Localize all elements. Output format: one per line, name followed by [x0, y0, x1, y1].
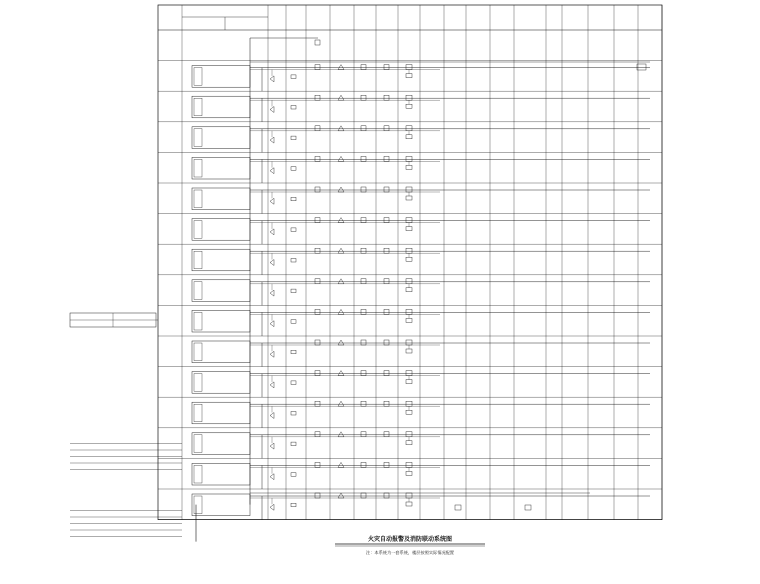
smoke-detector-icon [315, 340, 320, 345]
horn-strobe-icon [384, 340, 389, 345]
speaker-icon [270, 413, 274, 419]
speaker-icon [270, 198, 274, 204]
elevator-module-icon [637, 64, 646, 70]
diagram-title: 火灾自动报警及消防联动系统图 [367, 536, 453, 543]
fire-damper-icon [406, 135, 412, 139]
table-grid [158, 5, 662, 520]
fire-damper-icon [406, 318, 412, 322]
fire-damper-icon [406, 288, 412, 292]
phone-icon [291, 259, 296, 263]
phone-icon [291, 320, 296, 324]
module-icon [406, 462, 412, 467]
junction-box [192, 66, 250, 88]
smoke-detector-icon [315, 126, 320, 131]
horn-strobe-icon [384, 126, 389, 131]
horn-strobe-icon [384, 371, 389, 376]
fire-damper-icon [406, 441, 412, 445]
smoke-detector-icon [315, 187, 320, 192]
phone-icon [291, 412, 296, 416]
module-icon [406, 432, 412, 437]
hydrant-button-icon [361, 187, 366, 192]
manual-alarm-icon [338, 126, 344, 131]
panel-icon [194, 98, 202, 116]
module-icon [406, 126, 412, 131]
panel-icon [194, 465, 202, 483]
speaker-icon [270, 382, 274, 388]
panel-icon [194, 312, 202, 330]
module-icon [406, 279, 412, 284]
speaker-icon [270, 321, 274, 327]
smoke-detector-icon [315, 432, 320, 437]
phone-icon [291, 228, 296, 232]
smoke-detector-icon [315, 309, 320, 314]
hydrant-button-icon [361, 279, 366, 284]
junction-box [192, 157, 250, 179]
phone-icon [291, 381, 296, 385]
smoke-detector-icon [315, 65, 320, 70]
junction-box [192, 310, 250, 332]
fire-damper-icon [406, 410, 412, 414]
junction-box [192, 280, 250, 302]
hydrant-button-icon [361, 309, 366, 314]
module-icon [406, 371, 412, 376]
horn-strobe-icon [384, 462, 389, 467]
phone-icon [291, 197, 296, 201]
hydrant-button-icon [361, 462, 366, 467]
horn-strobe-icon [384, 156, 389, 161]
panel-icon [194, 129, 202, 147]
hydrant-button-icon [361, 432, 366, 437]
horn-strobe-icon [384, 95, 389, 100]
speaker-icon [270, 107, 274, 113]
manual-alarm-icon [338, 218, 344, 223]
junction-box [192, 249, 250, 271]
hydrant-button-icon [361, 340, 366, 345]
smoke-detector-icon [315, 279, 320, 284]
panel-icon [194, 496, 202, 514]
module-icon [406, 156, 412, 161]
manual-alarm-icon [338, 401, 344, 406]
hydrant-button-icon [361, 493, 366, 498]
panel-icon [194, 343, 202, 361]
pump-module-icon [455, 505, 461, 510]
speaker-icon [270, 137, 274, 143]
junction-box [192, 96, 250, 118]
manual-alarm-icon [338, 309, 344, 314]
speaker-icon [270, 290, 274, 296]
manual-alarm-icon [338, 187, 344, 192]
smoke-detector-icon [315, 401, 320, 406]
speaker-icon [270, 474, 274, 480]
junction-box [192, 341, 250, 363]
phone-icon [291, 106, 296, 110]
speaker-icon [270, 260, 274, 266]
smoke-detector-icon [315, 248, 320, 253]
manual-alarm-icon [338, 279, 344, 284]
panel-icon [194, 221, 202, 239]
speaker-icon [270, 504, 274, 510]
manual-alarm-icon [338, 65, 344, 70]
fire-damper-icon [406, 227, 412, 231]
panel-icon [194, 190, 202, 208]
hydrant-button-icon [361, 401, 366, 406]
manual-alarm-icon [338, 462, 344, 467]
panel-icon [194, 374, 202, 392]
roof-smoke-detector-icon [315, 40, 320, 45]
horn-strobe-icon [384, 432, 389, 437]
phone-icon [291, 167, 296, 171]
fire-damper-icon [406, 74, 412, 78]
phone-icon [291, 503, 296, 507]
junction-box [192, 372, 250, 394]
hydrant-button-icon [361, 248, 366, 253]
module-icon [406, 187, 412, 192]
title-block [335, 535, 485, 556]
manual-alarm-icon [338, 95, 344, 100]
speaker-icon [270, 351, 274, 357]
module-icon [406, 493, 412, 498]
panel-icon [194, 435, 202, 453]
fire-damper-icon [406, 165, 412, 169]
phone-icon [291, 289, 296, 293]
smoke-detector-icon [315, 156, 320, 161]
fire-damper-icon [406, 349, 412, 353]
module-icon [406, 95, 412, 100]
diagram-subtitle: 注：本系统为一套系统，楼层按照实际情况配置 [366, 550, 454, 555]
phone-icon [291, 136, 296, 140]
module-icon [406, 65, 412, 70]
smoke-detector-icon [315, 493, 320, 498]
left-annotations [70, 313, 182, 537]
fire-damper-icon [406, 471, 412, 475]
hydrant-button-icon [361, 218, 366, 223]
module-icon [406, 309, 412, 314]
fire-damper-icon [406, 257, 412, 261]
horn-strobe-icon [384, 309, 389, 314]
hydrant-button-icon [361, 95, 366, 100]
manual-alarm-icon [338, 248, 344, 253]
hydrant-button-icon [361, 126, 366, 131]
phone-icon [291, 350, 296, 354]
fire-damper-icon [406, 104, 412, 108]
fan-module-icon [525, 505, 531, 510]
smoke-detector-icon [315, 95, 320, 100]
manual-alarm-icon [338, 371, 344, 376]
fire-damper-icon [406, 380, 412, 384]
phone-icon [291, 75, 296, 79]
horn-strobe-icon [384, 218, 389, 223]
junction-box [192, 433, 250, 455]
floor-rows [192, 38, 650, 542]
junction-box [192, 402, 250, 424]
manual-alarm-icon [338, 340, 344, 345]
junction-box [192, 188, 250, 210]
table-frame [158, 5, 662, 520]
manual-alarm-icon [338, 156, 344, 161]
panel-icon [194, 404, 202, 422]
junction-box [192, 463, 250, 485]
fire-damper-icon [406, 196, 412, 200]
panel-icon [194, 251, 202, 269]
horn-strobe-icon [384, 187, 389, 192]
phone-icon [291, 473, 296, 477]
speaker-icon [270, 229, 274, 235]
speaker-icon [270, 443, 274, 449]
hydrant-button-icon [361, 65, 366, 70]
module-icon [406, 248, 412, 253]
speaker-icon [270, 168, 274, 174]
horn-strobe-icon [384, 65, 389, 70]
smoke-detector-icon [315, 371, 320, 376]
fire-damper-icon [406, 502, 412, 506]
speaker-icon [270, 76, 274, 82]
junction-box [192, 127, 250, 149]
smoke-detector-icon [315, 462, 320, 467]
panel-icon [194, 159, 202, 177]
module-icon [406, 340, 412, 345]
module-icon [406, 218, 412, 223]
junction-box [192, 494, 250, 516]
manual-alarm-icon [338, 493, 344, 498]
hydrant-button-icon [361, 156, 366, 161]
horn-strobe-icon [384, 493, 389, 498]
horn-strobe-icon [384, 279, 389, 284]
manual-alarm-icon [338, 432, 344, 437]
panel-icon [194, 68, 202, 86]
horn-strobe-icon [384, 401, 389, 406]
phone-icon [291, 442, 296, 446]
junction-box [192, 219, 250, 241]
horn-strobe-icon [384, 248, 389, 253]
smoke-detector-icon [315, 218, 320, 223]
module-icon [406, 401, 412, 406]
hydrant-button-icon [361, 371, 366, 376]
panel-icon [194, 282, 202, 300]
